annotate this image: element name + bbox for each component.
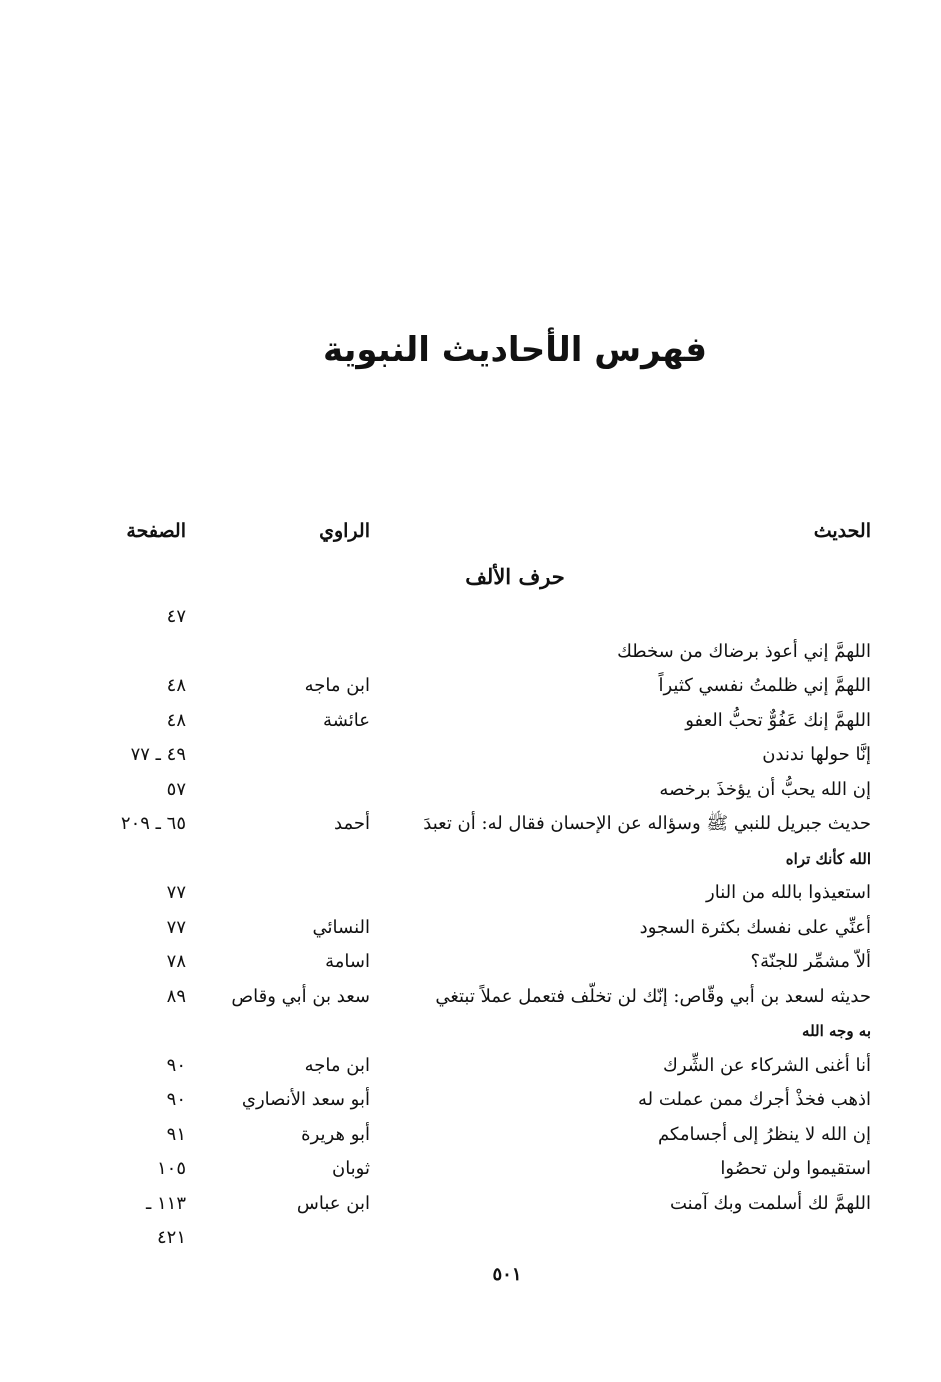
hadith-text: حديثه لسعد بن أبي وقّاص: إنّك لن تخلّف فتعمل عملاً تبتغي: [435, 985, 871, 1007]
column-header-narrator: الراوي: [319, 520, 370, 542]
index-row: [0, 704, 941, 739]
narrator-name: النسائي: [312, 916, 370, 938]
page-reference: ٧٧: [166, 916, 186, 938]
column-header-hadith: الحديث: [813, 520, 871, 542]
page-reference: ٥٧: [166, 778, 186, 800]
page-reference: ٤٨: [166, 675, 186, 696]
page-title: فهرس الأحاديث النبوية: [323, 330, 707, 370]
hadith-text: أعنِّي على نفسك بكثرة السجود: [639, 916, 871, 938]
index-row: [0, 1049, 941, 1084]
index-row: [0, 1221, 941, 1256]
hadith-text: اللهمَّ إني ظلمتُ نفسي كثيراً: [658, 675, 871, 696]
index-row: [0, 635, 941, 670]
page-reference: ٧٨: [166, 951, 186, 972]
page-reference: ١١٣ ـ: [145, 1192, 186, 1214]
column-header-page: الصفحة: [126, 520, 186, 542]
narrator-name: عائشة: [323, 709, 370, 731]
index-row: [0, 600, 941, 635]
hadith-text: إنَّا حولها ندندن: [762, 744, 871, 765]
hadith-text: حديث جبريل للنبي ﷺ وسؤاله عن الإحسان فقال له: أن تعبدَ: [423, 813, 871, 834]
narrator-name: اسامة: [325, 951, 370, 972]
index-row: [0, 1118, 941, 1153]
hadith-text: إن الله يحبُّ أن يؤخذَ برخصه: [659, 778, 871, 800]
index-row: [0, 1152, 941, 1187]
narrator-name: ابن ماجه: [304, 1054, 370, 1076]
hadith-text: ألاّ مشمِّر للجنّة؟: [750, 951, 871, 972]
page-reference: ٩١: [166, 1123, 186, 1145]
narrator-name: أحمد: [334, 813, 370, 834]
hadith-text: اذهب فخذْ أجرك ممن عملت له: [637, 1089, 871, 1110]
section-heading: حرف الألف: [465, 564, 565, 589]
index-row: [0, 945, 941, 980]
index-row: [0, 980, 941, 1015]
page-reference: ٤٨: [166, 709, 186, 731]
page-reference: ٨٩: [166, 985, 186, 1007]
hadith-text: الله كأنك تراه: [785, 849, 871, 868]
narrator-name: أبو سعد الأنصاري: [241, 1089, 370, 1110]
index-row: [0, 911, 941, 946]
page-reference: ٧٧: [166, 882, 186, 903]
narrator-name: أبو هريرة: [301, 1123, 370, 1145]
page-reference: ٤٧: [166, 606, 186, 627]
hadith-text: استعيذوا بالله من النار: [706, 882, 871, 903]
narrator-name: ابن ماجه: [304, 675, 370, 696]
narrator-name: ثوبان: [331, 1158, 370, 1179]
hadith-text: به وجه الله: [802, 1022, 871, 1040]
index-row: [0, 773, 941, 808]
page-reference: ٩٠: [166, 1054, 186, 1076]
page-reference: ٩٠: [166, 1089, 186, 1110]
hadith-text: اللهمَّ إني أعوذ برضاك من سخطك: [617, 640, 871, 662]
narrator-name: سعد بن أبي وقاص: [231, 985, 370, 1007]
hadith-text: استقيموا ولن تحصُوا: [720, 1158, 871, 1179]
hadith-text: أنا أغنى الشركاء عن الشِّرك: [663, 1054, 871, 1076]
hadith-index-list: [0, 600, 941, 1256]
index-row: [0, 738, 941, 773]
index-row: [0, 1083, 941, 1118]
page-reference: ٤٩ ـ ٧٧: [130, 744, 186, 765]
index-row: [0, 669, 941, 704]
page-reference: ٦٥ ـ ٢٠٩: [120, 813, 186, 834]
hadith-text: إن الله لا ينظرُ إلى أجسامكم: [657, 1123, 871, 1145]
index-row: [0, 1187, 941, 1222]
page-number: ٥٠١: [492, 1264, 522, 1285]
index-row: [0, 876, 941, 911]
index-row: [0, 807, 941, 842]
hadith-text: اللهمَّ لك أسلمت وبك آمنت: [669, 1192, 871, 1214]
narrator-name: ابن عباس: [296, 1192, 370, 1214]
page-reference: ٤٢١: [156, 1227, 186, 1248]
index-row-continuation: [0, 1014, 941, 1049]
hadith-text: اللهمَّ إنك عَفُوٌّ تحبُّ العفو: [685, 709, 871, 731]
page-reference: ١٠٥: [156, 1158, 186, 1179]
index-row-continuation: [0, 842, 941, 877]
